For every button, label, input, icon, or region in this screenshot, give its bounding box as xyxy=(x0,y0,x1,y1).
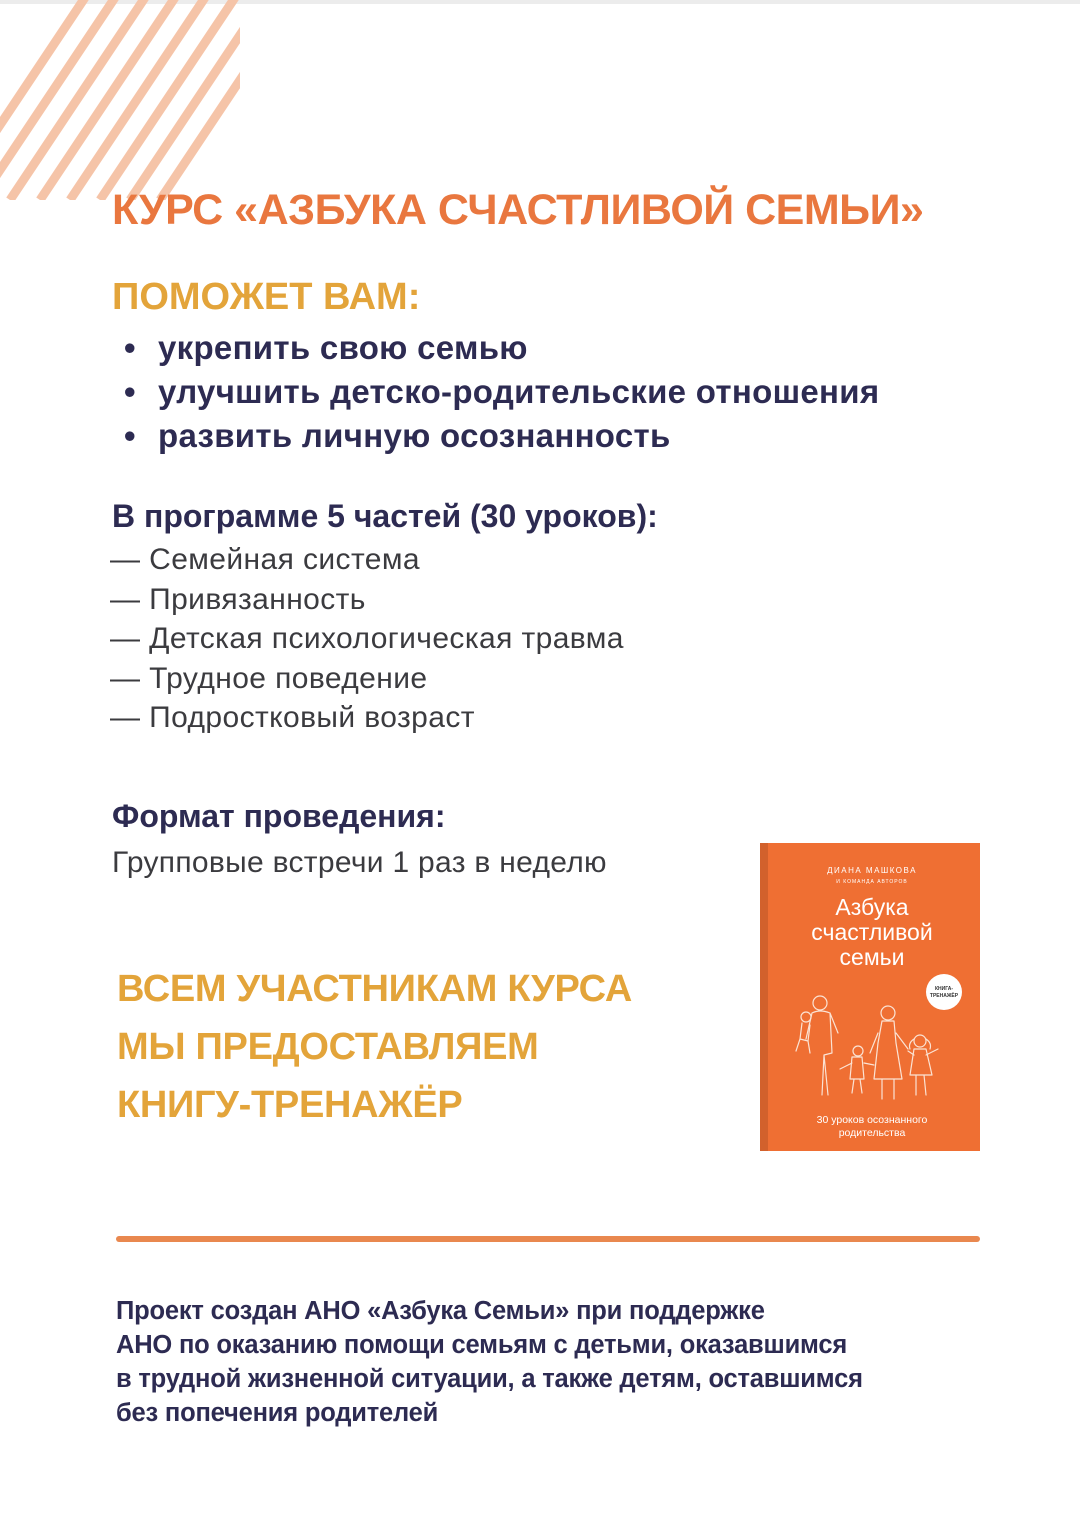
benefits-heading: ПОМОЖЕТ ВАМ: xyxy=(112,276,421,318)
list-item: — Семейная система xyxy=(110,543,420,576)
decorative-stripes xyxy=(0,0,240,200)
footer-text xyxy=(116,1294,863,1430)
list-item: — Подростковый возраст xyxy=(110,701,475,734)
list-item xyxy=(124,414,879,458)
list-item xyxy=(124,370,879,414)
book-author: ДИАНА МАШКОВА xyxy=(827,866,917,875)
program-heading: В программе 5 частей (30 уроков): xyxy=(112,498,658,534)
footer-line: в трудной жизненной ситуации, а также детям, оставшимся xyxy=(116,1365,863,1393)
book-title-line: счастливой xyxy=(811,919,933,945)
list-item xyxy=(124,326,879,370)
book-coauthors: И КОМАНДА АВТОРОВ xyxy=(836,879,908,885)
program-parts-list xyxy=(110,540,624,738)
bullet-icon: • xyxy=(124,373,136,410)
benefit-text: укрепить свою семью xyxy=(158,329,528,366)
offer-text xyxy=(117,960,632,1134)
bullet-icon: • xyxy=(124,329,136,366)
stripe xyxy=(10,0,150,200)
benefits-list xyxy=(124,326,879,458)
book-title-line: семьи xyxy=(839,944,905,970)
list-item: — Детская психологическая травма xyxy=(110,622,624,655)
divider-line xyxy=(116,1236,980,1242)
list-item: — Привязанность xyxy=(110,582,366,616)
list-item: — Трудное поведение xyxy=(110,661,428,695)
book-subtitle-line: 30 уроков осознанного xyxy=(816,1114,928,1126)
book-badge-line: КНИГА- xyxy=(934,986,954,992)
format-heading: Формат проведения: xyxy=(112,798,446,834)
offer-line: ВСЕМ УЧАСТНИКАМ КУРСА xyxy=(117,968,632,1010)
course-title: КУРС «АЗБУКА СЧАСТЛИВОЙ СЕМЬИ» xyxy=(112,186,924,234)
benefit-text: развить личную осознанность xyxy=(158,417,671,454)
format-text: Групповые встречи 1 раз в неделю xyxy=(112,846,607,879)
book-title-line: Азбука xyxy=(835,894,909,920)
offer-line: МЫ ПРЕДОСТАВЛЯЕМ xyxy=(117,1026,539,1068)
book-subtitle-line: родительства xyxy=(838,1127,906,1139)
book-cover-image xyxy=(760,843,980,1151)
offer-line: КНИГУ-ТРЕНАЖЁР xyxy=(117,1084,463,1126)
book-badge xyxy=(926,974,962,1010)
benefit-text: улучшить детско-родительские отношения xyxy=(158,373,880,410)
footer-line: без попечения родителей xyxy=(116,1399,439,1427)
bullet-icon: • xyxy=(124,417,136,454)
footer-line: Проект создан АНО «Азбука Семьи» при поддержке xyxy=(116,1297,765,1325)
footer-line: АНО по оказанию помощи семьям с детьми, оказавшимся xyxy=(116,1331,848,1359)
book-badge-line: ТРЕНАЖЁР xyxy=(929,993,959,999)
